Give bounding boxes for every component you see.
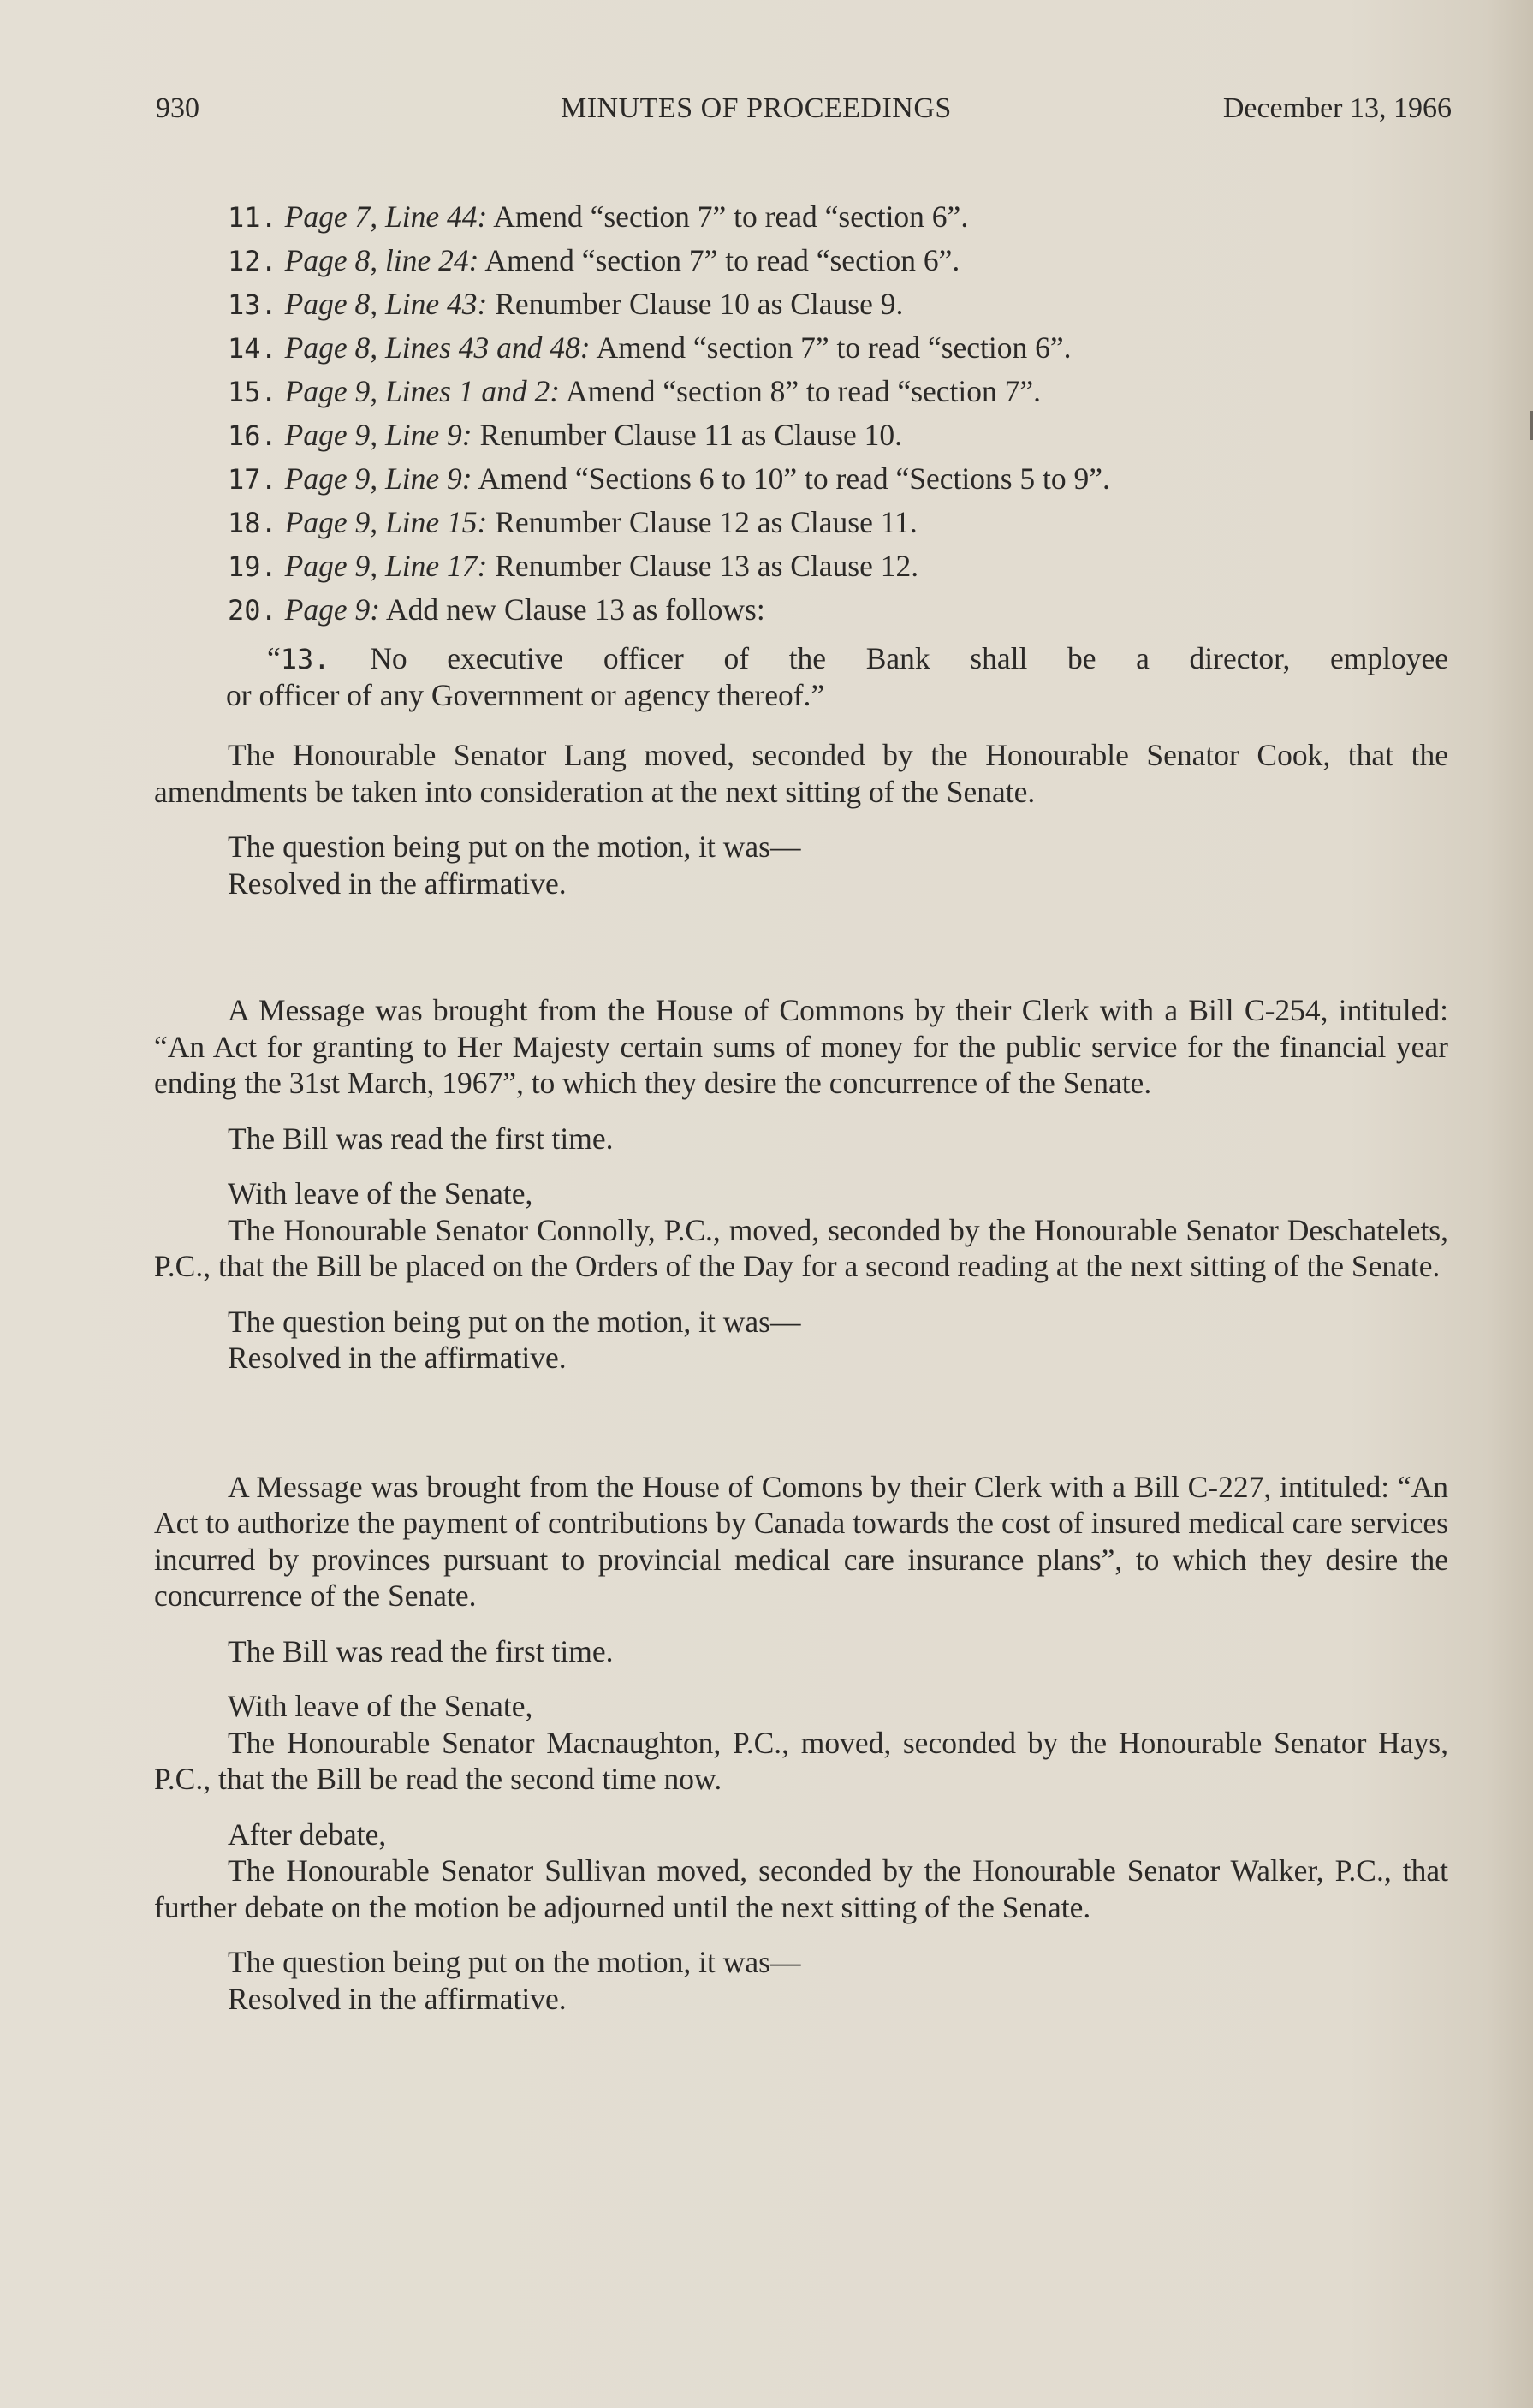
amendment-text: Amend “Sections 6 to 10” to read “Sections 5 to 9”.: [472, 461, 1110, 496]
amendment-item: [154, 457, 1448, 501]
running-title: MINUTES OF PROCEEDINGS: [561, 92, 952, 124]
paragraph: After debate,: [228, 1816, 387, 1852]
amendment-number: 17.: [228, 463, 277, 496]
new-clause-line-2: or officer of any Government or agency thereof.”: [226, 678, 825, 712]
paragraph: The Honourable Senator Sullivan moved, seconded by the Honourable Senator Walker, P.C., that further debate on the motion be adjourned until the next sitting of the Senate.: [154, 1853, 1448, 1924]
new-clause-number: 13.: [280, 643, 330, 675]
page-body: [154, 195, 1448, 2017]
amendment-text: Amend “section 7” to read “section 6”.: [590, 330, 1072, 365]
new-clause-quote: [154, 640, 1448, 713]
amendment-text: Amend “section 7” to read “section 6”.: [478, 243, 960, 277]
amendment-number: 19.: [228, 550, 277, 583]
amendment-number: 20.: [228, 594, 277, 627]
amendment-location: Page 9:: [284, 592, 381, 627]
quote-open: “: [267, 641, 281, 675]
amendment-location: Page 8, Lines 43 and 48:: [284, 330, 591, 365]
amendment-number: 15.: [228, 376, 277, 408]
amendment-number: 14.: [228, 332, 277, 365]
new-clause-line-1: [195, 640, 1448, 677]
amendment-item: [154, 544, 1448, 588]
amendment-item: [154, 326, 1448, 370]
page-number: 930: [156, 92, 199, 124]
amendment-number: 13.: [228, 288, 277, 321]
amendment-text: Amend “section 8” to read “section 7”.: [560, 374, 1042, 408]
paragraph: Resolved in the affirmative.: [228, 1341, 567, 1375]
header-date: December 13, 1966: [1222, 92, 1452, 124]
amendment-location: Page 8, Line 43:: [284, 287, 488, 321]
new-clause-text: No executive officer of the Bank shall be a director, employee: [330, 641, 1448, 675]
paragraph: With leave of the Senate,: [228, 1176, 533, 1210]
paragraph: The Honourable Senator Macnaughton, P.C., moved, seconded by the Honourable Senator Hays, P.C., that the Bill be read the second time now.: [154, 1725, 1448, 1796]
amendment-number: 16.: [228, 419, 277, 452]
paragraph: The Honourable Senator Lang moved, seconded by the Honourable Senator Cook, that the amendments be taken into consideration at the next sitting of the Senate.: [154, 738, 1448, 809]
paragraph: Resolved in the affirmative.: [228, 865, 567, 901]
amendment-text: Renumber Clause 10 as Clause 9.: [487, 287, 904, 321]
paragraph: The question being put on the motion, it was—: [228, 829, 801, 864]
paragraph: A Message was brought from the House of Commons by their Clerk with a Bill C-254, intituled: “An Act for granting to Her Majesty certain sums of money for the public service for the financial year ending the 31st March, 1967”, to which they desire the concurrence of the Senate.: [154, 993, 1448, 1100]
amendment-item: [154, 370, 1448, 413]
amendment-location: Page 8, line 24:: [284, 243, 479, 277]
paragraph: The question being put on the motion, it was—: [228, 1304, 801, 1339]
amendment-number: 12.: [228, 245, 277, 277]
amendment-location: Page 9, Line 15:: [284, 505, 488, 539]
amendment-location: Page 9, Line 9:: [284, 461, 472, 496]
amendment-text: Add new Clause 13 as follows:: [380, 592, 765, 627]
amendment-item: [154, 501, 1448, 544]
paragraph: With leave of the Senate,: [228, 1689, 533, 1723]
amendment-location: Page 7, Line 44:: [284, 199, 488, 234]
amendment-text: Renumber Clause 13 as Clause 12.: [487, 549, 919, 583]
amendment-item: [154, 282, 1448, 326]
amendment-location: Page 9, Lines 1 and 2:: [284, 374, 561, 408]
amendment-text: Renumber Clause 12 as Clause 11.: [487, 505, 918, 539]
amendment-list: [154, 195, 1448, 632]
amendment-item: [154, 195, 1448, 239]
paragraph: The Bill was read the first time.: [228, 1121, 614, 1156]
amendment-item: [154, 239, 1448, 282]
amendment-text: Renumber Clause 11 as Clause 10.: [472, 418, 903, 452]
paragraph: The Honourable Senator Connolly, P.C., moved, seconded by the Honourable Senator Deschatelets, P.C., that the Bill be placed on the Orders of the Day for a second reading at the next sitting of the Senate.: [154, 1212, 1448, 1283]
paragraph: The Bill was read the first time.: [228, 1633, 614, 1668]
amendment-item: [154, 588, 1448, 632]
paragraph: The question being put on the motion, it was—: [228, 1945, 801, 1979]
amendment-location: Page 9, Line 17:: [284, 549, 488, 583]
paragraph: A Message was brought from the House of Comons by their Clerk with a Bill C-227, intituled: “An Act to authorize the payment of contributions by Canada towards the cost of insured medical care services incurred by provinces pursuant to provincial medical care insurance plans”, to which they desire the concurrence of the Senate.: [154, 1469, 1448, 1613]
amendment-text: Amend “section 7” to read “section 6”.: [487, 199, 969, 234]
amendment-number: 18.: [228, 507, 277, 539]
running-header: [156, 92, 1452, 135]
amendment-location: Page 9, Line 9:: [284, 418, 472, 452]
amendment-item: [154, 413, 1448, 457]
paragraph: Resolved in the affirmative.: [228, 1981, 567, 2016]
amendment-number: 11.: [228, 201, 277, 234]
